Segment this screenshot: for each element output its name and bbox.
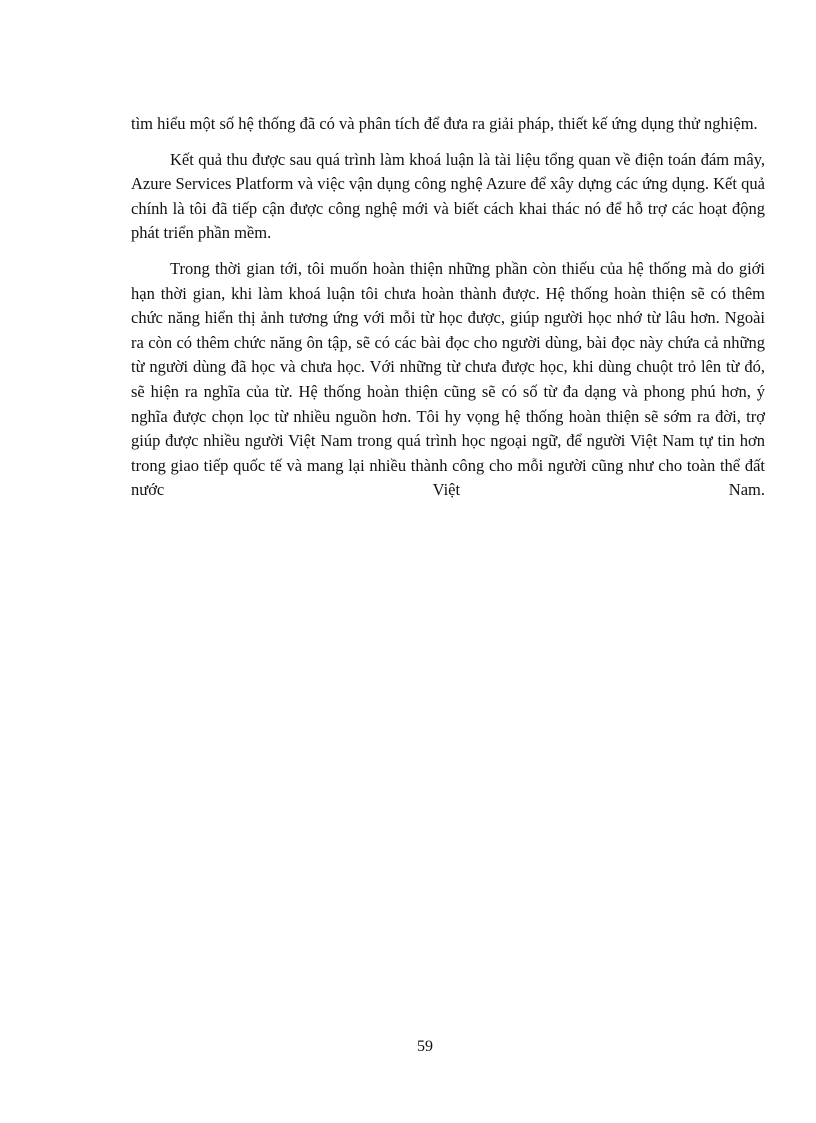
page-number: 59 [417,1038,433,1055]
paragraph-continuation: tìm hiểu một số hệ thống đã có và phân tích để đưa ra giải pháp, thiết kế ứng dụng thử nghiệm. [131,114,758,133]
paragraph-future-work: Trong thời gian tới, tôi muốn hoàn thiện những phần còn thiếu của hệ thống mà do giới hạn thời gian, khi làm khoá luận tôi chưa hoàn thành được. Hệ thống hoàn thiện sẽ có thêm chức năng hiển thị ảnh tương ứng với mỗi từ học được, giúp người học nhớ từ lâu hơn. Ngoài ra còn có thêm chức năng ôn tập, sẽ có các bài đọc cho người dùng, bài đọc này chứa cả những từ người dùng đã học và chưa học. Với những từ chưa được học, khi dùng chuột trỏ lên từ đó, sẽ hiện ra nghĩa của từ. Hệ thống hoàn thiện cũng sẽ có số từ đa dạng và phong phú hơn, ý nghĩa được chọn lọc từ nhiều nguồn hơn. Tôi hy vọng hệ thống hoàn thiện sẽ sớm ra đời, trợ giúp được nhiều người Việt Nam trong quá trình học ngoại ngữ, để người Việt Nam tự tin hơn trong giao tiếp quốc tế và mang lại nhiều thành công cho mỗi người cũng như cho toàn thể đất nước Việt Nam. [131,258,765,500]
paragraph-results: Kết quả thu được sau quá trình làm khoá luận là tài liệu tổng quan về điện toán đám mây, Azure Services Platform và việc vận dụng công nghệ Azure để xây dựng các ứng dụng. Kết quả chính là tôi đã tiếp cận được công nghệ mới và biết cách khai thác nó để hỗ trợ các hoạt động phát triển phần mềm. [131,149,765,243]
body-text [131,112,765,514]
